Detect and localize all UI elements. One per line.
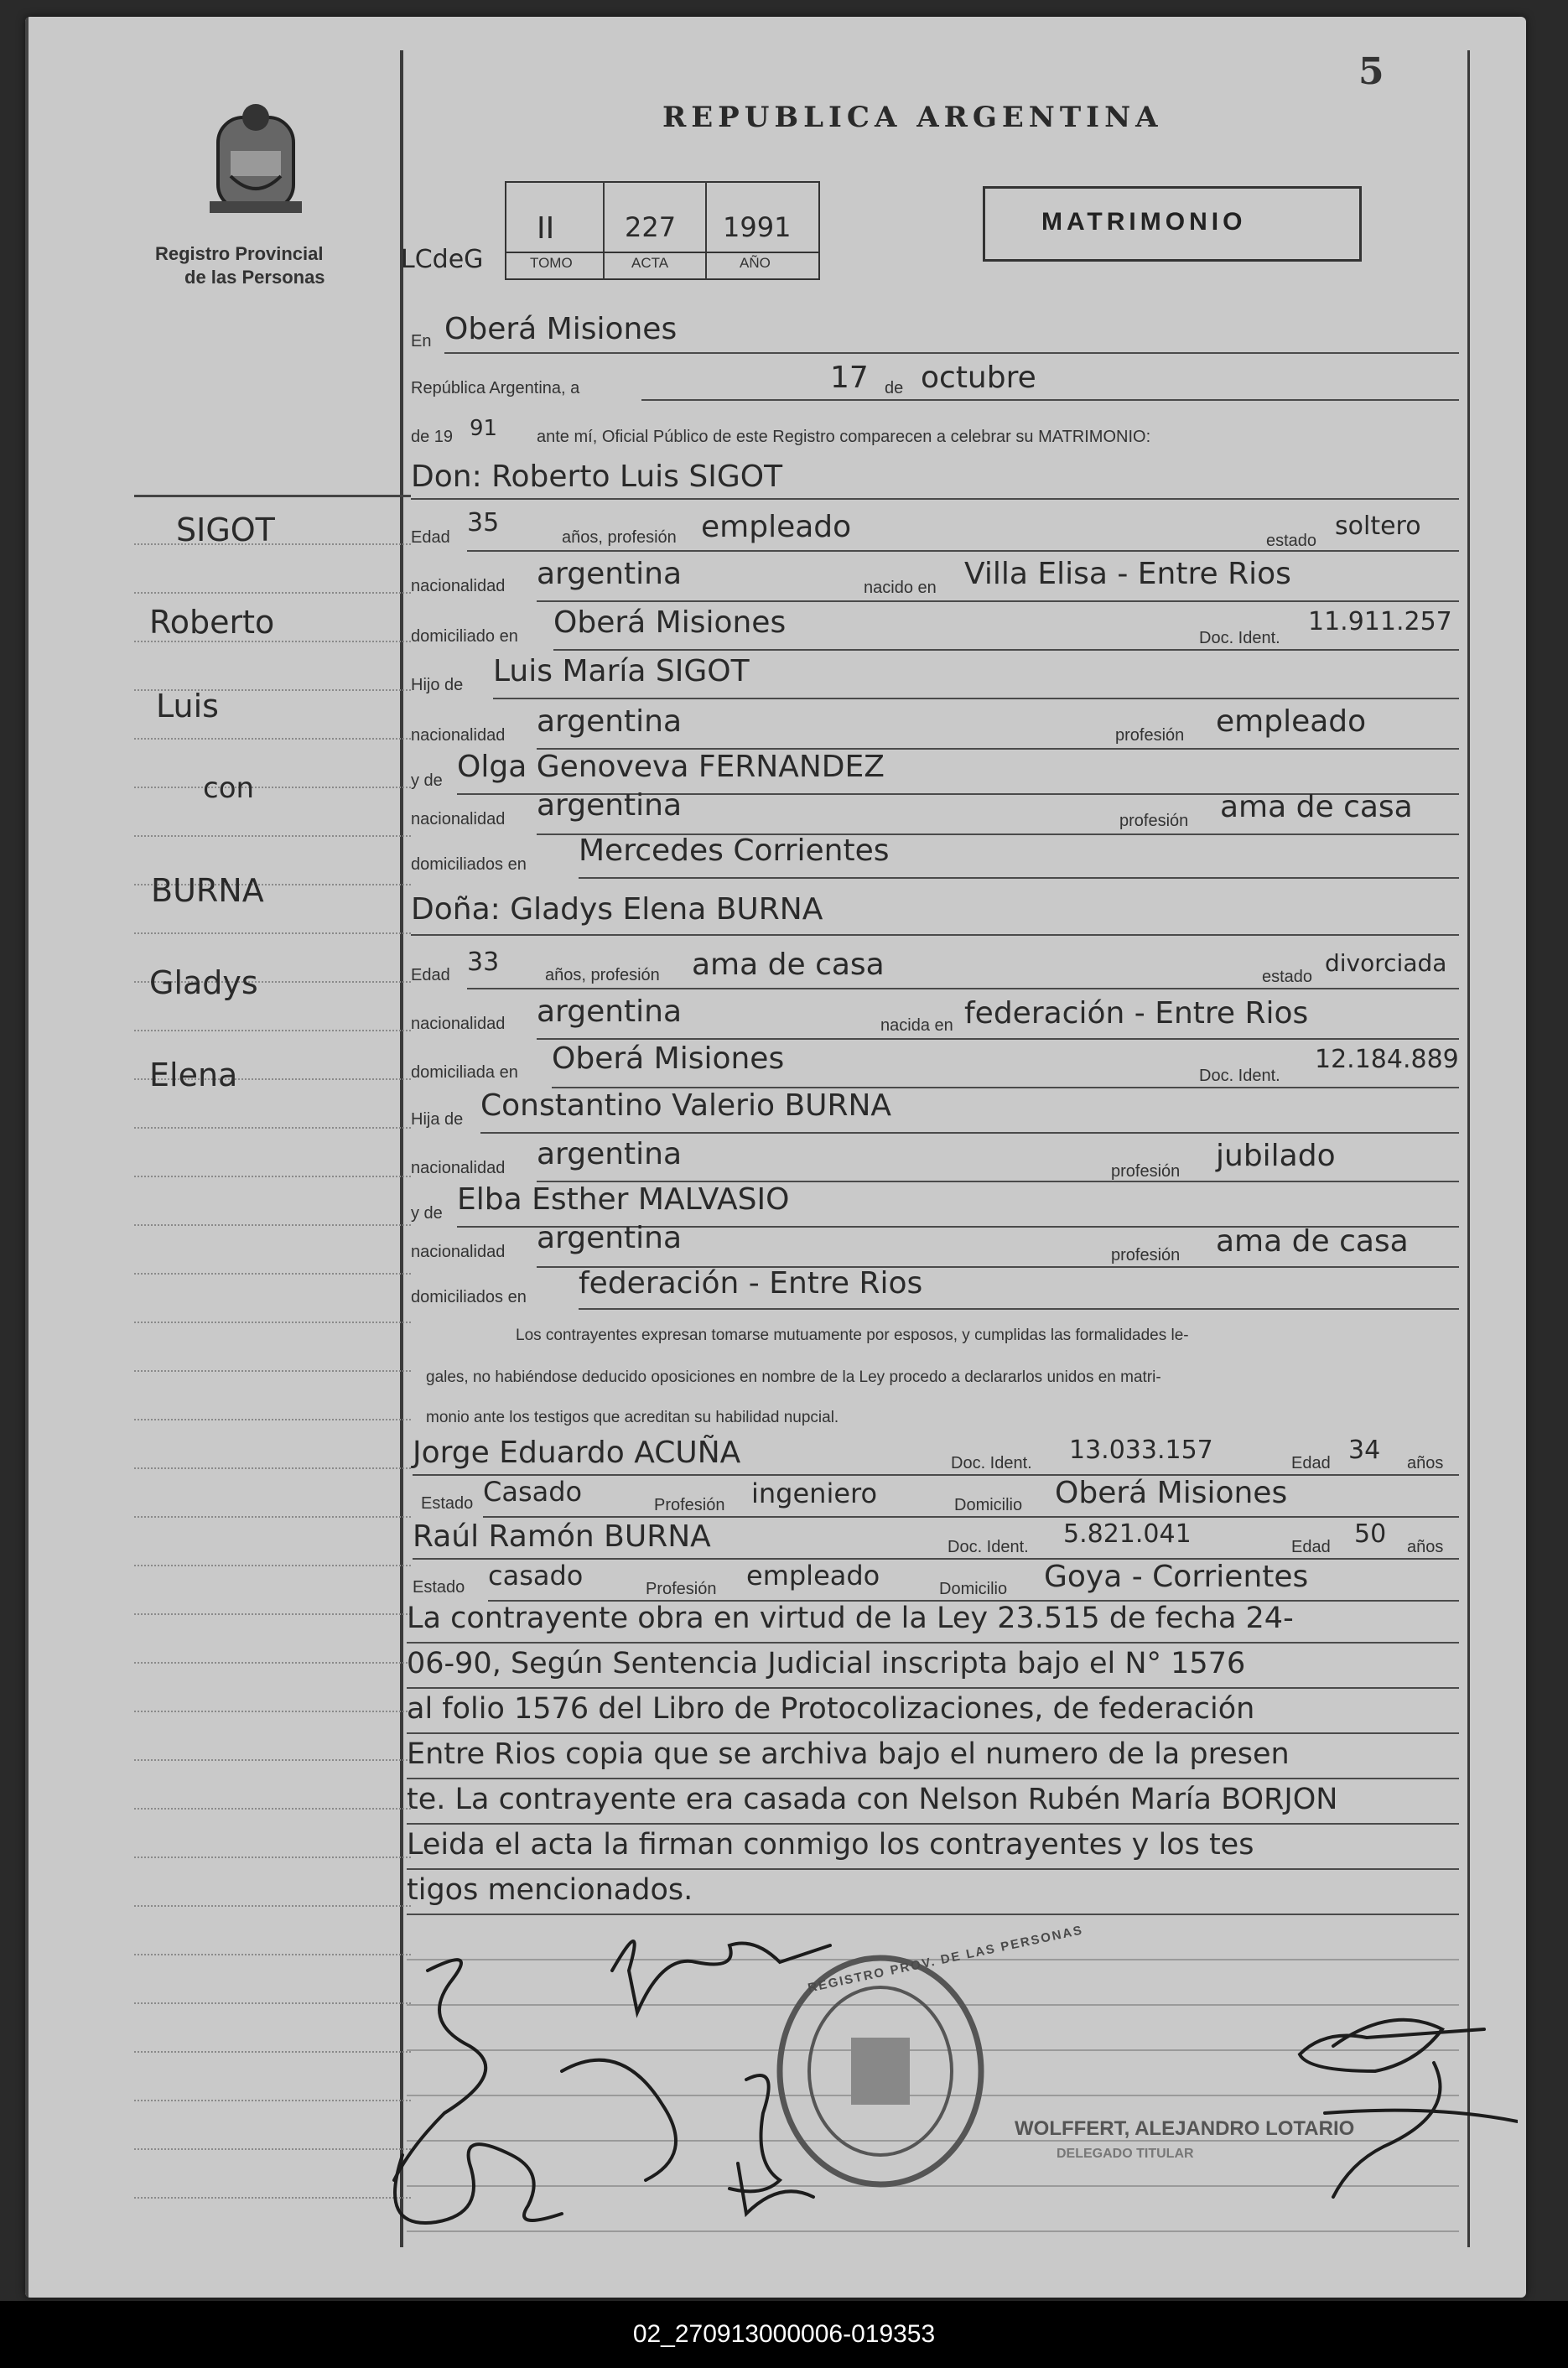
witness1-estado: Casado xyxy=(483,1476,583,1508)
bride-padres-dom: federación - Entre Rios xyxy=(579,1266,923,1301)
witness2-doc: 5.821.041 xyxy=(1063,1519,1192,1549)
witness2-edad-label: Edad xyxy=(1291,1538,1331,1556)
formal-text-2: gales, no habiéndose deducido oposiciones en nombre de la Ley procedo a declararlos unidos en matri- xyxy=(426,1368,1161,1386)
bride-padre-nac: argentina xyxy=(537,1137,683,1171)
groom-madre-prof-label: profesión xyxy=(1119,812,1189,830)
bride-doc-label: Doc. Ident. xyxy=(1199,1067,1280,1085)
bride-padre-nac-label: nacionalidad xyxy=(411,1159,506,1177)
note-line-6: Leida el acta la firman conmigo los contrayentes y los tes xyxy=(407,1828,1254,1862)
ano-label: AÑO xyxy=(740,255,771,271)
en-label: En xyxy=(411,332,432,351)
witness2-dom-label: Domicilio xyxy=(939,1580,1008,1598)
note-line-7: tigos mencionados. xyxy=(407,1873,693,1907)
ano-value: 1991 xyxy=(723,211,792,243)
year-suffix: 91 xyxy=(470,416,498,441)
bride-padre-prof-label: profesión xyxy=(1111,1162,1181,1181)
witness2-name: Raúl Ramón BURNA xyxy=(413,1519,711,1554)
bride-madre-nac: argentina xyxy=(537,1221,683,1255)
groom-estado-label: estado xyxy=(1266,532,1317,550)
groom-edad-label: Edad xyxy=(411,528,450,547)
bride-madre-prof-label: profesión xyxy=(1111,1246,1181,1264)
witness1-edad-label: Edad xyxy=(1291,1454,1331,1472)
groom-nacionalidad: argentina xyxy=(537,557,683,591)
stamp-text: REGISTRO PROV. DE LAS PERSONAS xyxy=(806,1923,1085,1996)
bride-doc: 12.184.889 xyxy=(1315,1045,1459,1074)
bride-dom-label: domiciliada en xyxy=(411,1063,518,1082)
groom-madre-nac-label: nacionalidad xyxy=(411,810,506,828)
tomo-label: TOMO xyxy=(530,255,573,271)
groom-padre-nac: argentina xyxy=(537,704,683,739)
groom-yde-label: y de xyxy=(411,771,443,790)
bride-padre: Constantino Valerio BURNA xyxy=(480,1088,892,1123)
bride-nacida: federación - Entre Rios xyxy=(964,996,1309,1031)
margin-name-5: BURNA xyxy=(151,872,264,909)
bride-doms-label: domiciliados en xyxy=(411,1288,527,1306)
note-line-4: Entre Rios copia que se archiva bajo el numero de la presen xyxy=(407,1737,1290,1771)
witness2-doc-label: Doc. Ident. xyxy=(948,1538,1029,1556)
image-caption: 02_270913000006-019353 xyxy=(0,2301,1568,2368)
groom-name: Don: Roberto Luis SIGOT xyxy=(411,460,783,494)
margin-name-4: con xyxy=(203,771,255,805)
registry-line-2: de las Personas xyxy=(184,267,325,288)
margin-name-3: Luis xyxy=(156,688,219,724)
bride-profesion: ama de casa xyxy=(692,948,885,982)
bride-anos-label: años, profesión xyxy=(545,966,660,984)
witness2-prof-label: Profesión xyxy=(646,1580,717,1598)
margin-name-2: Roberto xyxy=(149,604,275,641)
ante-text: ante mí, Oficial Público de este Registro comparecen a celebrar su MATRIMONIO: xyxy=(537,428,1151,446)
groom-nac-label: nacionalidad xyxy=(411,577,506,595)
registry-line-1: Registro Provincial xyxy=(155,243,324,264)
groom-profesion: empleado xyxy=(701,510,852,544)
bride-hija-label: Hija de xyxy=(411,1110,464,1129)
witness1-prof-label: Profesión xyxy=(654,1496,725,1514)
groom-madre-nac: argentina xyxy=(537,788,683,823)
note-line-2: 06-90, Según Sentencia Judicial inscripta bajo el N° 1576 xyxy=(407,1647,1246,1680)
witness2-estado-label: Estado xyxy=(413,1578,465,1597)
place-value: Oberá Misiones xyxy=(444,312,678,346)
margin-name-6: Gladys xyxy=(149,964,258,1001)
groom-anos-label: años, profesión xyxy=(562,528,677,547)
groom-doc-label: Doc. Ident. xyxy=(1199,629,1280,647)
bride-domicilio: Oberá Misiones xyxy=(552,1041,785,1076)
witness1-doc: 13.033.157 xyxy=(1069,1436,1213,1465)
groom-doc: 11.911.257 xyxy=(1308,607,1452,636)
day-value: 17 xyxy=(830,361,869,395)
year-prefix: de 19 xyxy=(411,428,454,446)
witness1-doc-label: Doc. Ident. xyxy=(951,1454,1032,1472)
formal-text-3: monio ante los testigos que acreditan su habilidad nupcial. xyxy=(426,1409,839,1426)
republica-label: República Argentina, a xyxy=(411,379,580,397)
note-line-1: La contrayente obra en virtud de la Ley 23.515 de fecha 24- xyxy=(407,1602,1294,1635)
register-page xyxy=(25,17,1526,2298)
bride-estado: divorciada xyxy=(1325,949,1447,977)
witness2-profesion: empleado xyxy=(746,1560,880,1592)
witness1-dom-label: Domicilio xyxy=(954,1496,1023,1514)
bride-madre-nac-label: nacionalidad xyxy=(411,1243,506,1261)
binding-left-line xyxy=(25,17,29,2298)
groom-nacido: Villa Elisa - Entre Rios xyxy=(964,557,1291,591)
witness2-anos-label: años xyxy=(1407,1538,1444,1556)
bride-nac-label: nacionalidad xyxy=(411,1015,506,1033)
groom-estado: soltero xyxy=(1335,512,1421,541)
document-title: REPUBLICA ARGENTINA xyxy=(662,101,1163,134)
act-type-label: MATRIMONIO xyxy=(1041,208,1247,236)
bride-estado-label: estado xyxy=(1262,968,1313,986)
groom-padre-prof: empleado xyxy=(1216,704,1367,739)
margin-name-1: SIGOT xyxy=(176,512,275,548)
bride-madre: Elba Esther MALVASIO xyxy=(457,1182,790,1217)
groom-padres-dom: Mercedes Corrientes xyxy=(579,833,890,868)
witness2-edad: 50 xyxy=(1354,1519,1387,1549)
formal-text-1: Los contrayentes expresan tomarse mutuamente por esposos, y cumplidas las formalidades le- xyxy=(516,1327,1189,1344)
bride-yde-label: y de xyxy=(411,1204,443,1223)
groom-dom-label: domiciliado en xyxy=(411,627,518,646)
de-label: de xyxy=(885,379,904,397)
bride-name: Doña: Gladys Elena BURNA xyxy=(411,892,823,927)
witness2-domicilio: Goya - Corrientes xyxy=(1044,1560,1309,1594)
groom-padre-prof-label: profesión xyxy=(1115,726,1185,745)
groom-padre: Luis María SIGOT xyxy=(493,654,750,688)
acta-label: ACTA xyxy=(631,255,669,271)
groom-edad: 35 xyxy=(467,508,500,537)
groom-padre-nac-label: nacionalidad xyxy=(411,726,506,745)
groom-madre: Olga Genoveva FERNANDEZ xyxy=(457,750,885,784)
lcdeg-mark: LCdeG xyxy=(401,245,484,274)
bride-edad: 33 xyxy=(467,948,500,977)
note-line-5: te. La contrayente era casada con Nelson Rubén María BORJON xyxy=(407,1783,1338,1816)
groom-hijo-label: Hijo de xyxy=(411,676,464,694)
acta-value: 227 xyxy=(625,211,677,243)
margin-name-7: Elena xyxy=(149,1057,238,1093)
witness1-name: Jorge Eduardo ACUÑA xyxy=(413,1436,741,1470)
coat-of-arms-emblem xyxy=(201,101,310,226)
groom-doms-label: domiciliados en xyxy=(411,855,527,874)
month-value: octubre xyxy=(921,361,1036,395)
witness1-estado-label: Estado xyxy=(421,1494,474,1513)
bride-nacionalidad: argentina xyxy=(537,994,683,1029)
tomo-value: II xyxy=(537,211,555,246)
official-name-stamp: WOLFFERT, ALEJANDRO LOTARIO xyxy=(1015,2117,1355,2140)
groom-madre-prof: ama de casa xyxy=(1220,790,1413,824)
bride-madre-prof: ama de casa xyxy=(1216,1224,1409,1259)
official-seal-stamp xyxy=(763,1945,998,2197)
groom-domicilio: Oberá Misiones xyxy=(553,605,787,640)
bride-edad-label: Edad xyxy=(411,966,450,984)
official-role-stamp: DELEGADO TITULAR xyxy=(1057,2147,1194,2161)
witness1-domicilio: Oberá Misiones xyxy=(1055,1476,1288,1510)
bride-nacida-label: nacida en xyxy=(880,1016,953,1035)
witness1-profesion: ingeniero xyxy=(751,1477,878,1509)
note-line-3: al folio 1576 del Libro de Protocolizaciones, de federación xyxy=(407,1692,1255,1726)
witness1-edad: 34 xyxy=(1348,1436,1381,1465)
groom-nacido-label: nacido en xyxy=(864,579,937,597)
witness1-anos-label: años xyxy=(1407,1454,1444,1472)
page-number: 5 xyxy=(1358,50,1384,93)
witness2-estado: casado xyxy=(488,1560,584,1592)
bride-padre-prof: jubilado xyxy=(1216,1139,1336,1173)
